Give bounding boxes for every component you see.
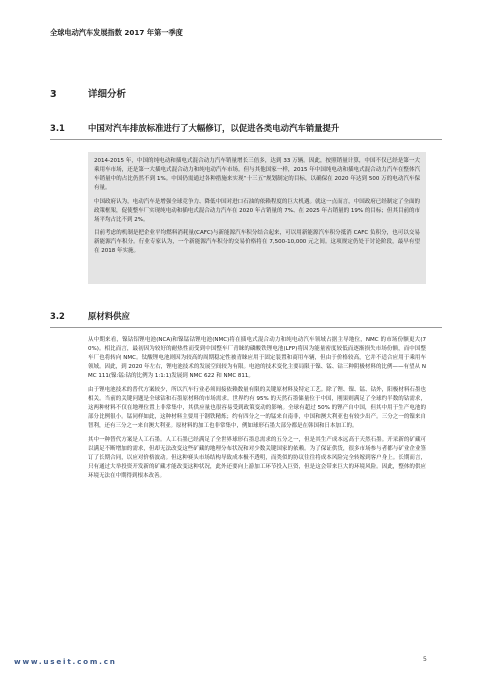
summary-box [88,152,426,284]
summary-paragraph: 目前考虑的机制是把企业平均燃料消耗量(CAFC)与新能源汽车积分结合起来，可以用新能源汽车积分抵消 CAFC 负积分，也可以交易新能源汽车积分。行业专家认为，一个新能源汽车积分的交易价格将在 7,500-10,000 元之间。这项规定仍处于讨论阶段，最早有望在 2018 年实施。 [94,230,420,255]
section-3-1-heading [50,122,450,134]
body-paragraph: 从中期来看，镍钴铝锂电池(NCA)和镍锰钴锂电池(NMC)将在插电式混合动力和纯电动汽车领域占据主导地位，NMC 的市场份额更大(70%)。相比而言，最初因为较好的耐热性而受到中国整车厂青睐的磷酸铁锂电池(LFP)将因为能量密度较低而逐渐损失市场份额，而中国整车厂也将转向 NMC。钛酸锂电池则因为较高的周期稳定性被青睐应用于固定装置和商用车辆，但由于价格较高，它并不适合应用于乘用车领域。因此，到 2020 年左右，锂电池技术的发展空间较为有限。电池的技术变化主要局限于镍、锰、钴三种阴极材料的比例——有望从 NMC 111(镍:锰:钴的比例为 1:1:1)发展到 NMC 622 和 NMC 811。 [88,337,426,380]
running-header: 全球电动汽车发展指数 2017 年第一季度 [50,28,183,37]
section-3-1-number: 3.1 [50,123,65,133]
section-3-2-number: 3.2 [50,311,65,321]
page-number: 5 [423,656,427,663]
section-3-1-rule [50,139,442,140]
section-3-2-body [88,336,426,485]
section-3-2-title: 原材料供应 [88,311,130,321]
watermark-url: www.useit.com.cn [14,657,117,666]
section-3-1-title: 中国对汽车排放标准进行了大幅修订，以促进各类电动汽车销量提升 [88,123,340,133]
summary-paragraph: 2014-2015 年，中国的纯电动和插电式混合动力汽车销量增长三倍多，达到 33 万辆。因此，按照销量计算，中国不仅已经是第一大乘用车市场，还是第一大插电式混合动力和纯电动汽车市场。但与其他国家一样，2015 年中国纯电动和插电式混合动力汽车在整体汽车销量中的占比仍然不到 1%。中国仍需通过各种措施来实现“十三五”规划制定的目标，以确保在 2020 年达到 500 万的电动汽车保有量。 [94,158,420,192]
chapter-number: 3 [50,89,57,100]
chapter-title: 详细分析 [88,89,127,100]
body-paragraph: 由于锂电池技术的普代方案较少，所以汽车行业必须间接依赖数量有限的关键原材料及特定工艺。除了锂、镍、锰、钴外，阳极材料石墨也相关。当前的关键问题是全球钴和石墨原材料的市场需求。世界约有 95% 的天然石墨储量位于中国，刚果则满足了全球约半数的钴需求，这两种材料不仅在地理位置上非常集中，其供应量也很容易受到政策变动的影响。全球有超过 50% 的锂产自中国，但其中用于生产电池的部分比例很小。锰同样如此，这种材料主要用于钢铁精炼；约有四分之一的锰来自南非，中国和澳大利亚也有较少出产。三分之一的镍来自智利，还有三分之一来自澳大利亚。原材料的加工也非常集中，例如球形石墨大部分都是在韩国和日本加工的。 [88,386,426,430]
chapter-heading [50,86,440,100]
section-3-2-rule [50,327,442,328]
section-3-2-heading [50,310,450,322]
body-paragraph: 其中一种替代方案是人工石墨。人工石墨已经满足了全世界球形石墨总需求的五分之一，但是其生产成本远高于天然石墨。开采新的矿藏可以满足不断增加的需求，但却无法改变这些矿藏的地理分布状况和对少数关键国家的依赖。为了保证供货，很多市场参与者都与矿业企业签订了长期合同，以应对价格波动。但这种赛头市场结构导致成本极不透明，而类似的协议往往将成本风险完全转嫁到客户身上。长期而言，只有通过大举投资开发新的矿藏才能改变这种状况，此外还要向上游加工环节投入巨资，但是这会带来巨大的环境风险。因此，整体的供应环境无法在中期得到根本改善。 [88,436,426,479]
summary-paragraph: 中国政府认为，电动汽车是增强全球竞争力、降低中国对进口石油的依赖程度的巨大机遇。就这一点而言，中国政府已经制定了全面的政策框架，促使整车厂实现纯电动和插电式混合动力汽车在 2020 年占销量的 7%、在 2025 年占销量的 19% 的目标；但其目前的市场平均占比不到 2%。 [94,198,420,223]
